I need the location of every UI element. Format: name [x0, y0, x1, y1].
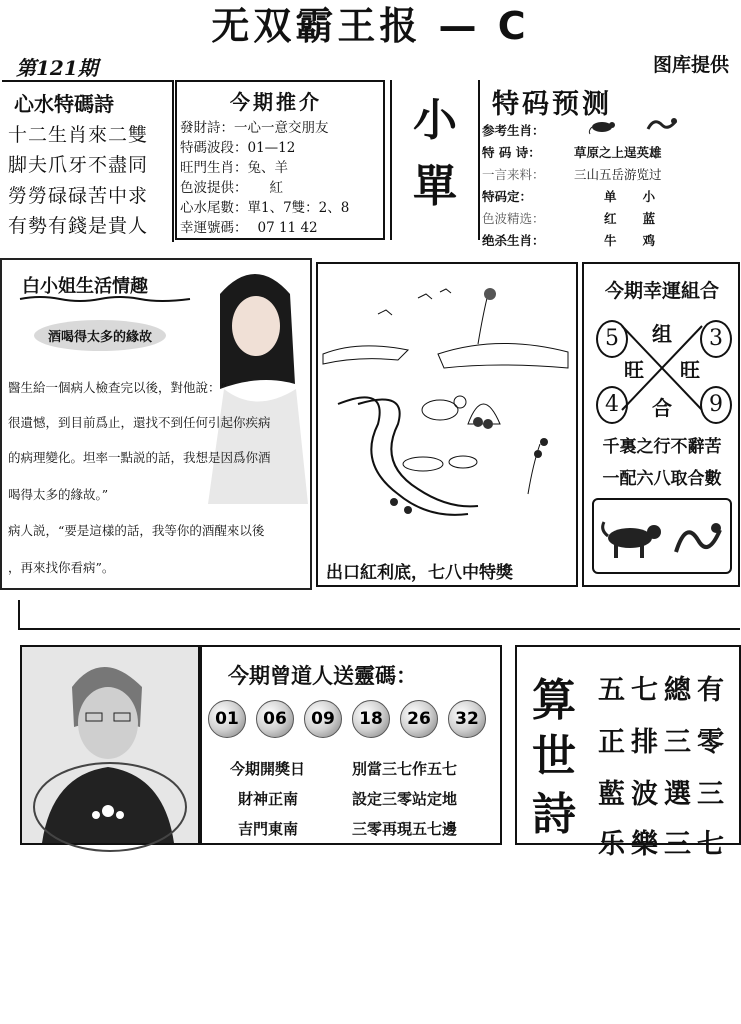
- daoren-left-line: 財神正南: [238, 790, 299, 808]
- poem-line: 脚夫爪牙不盡同: [8, 154, 149, 176]
- recommend-label: 色波提供：: [180, 180, 248, 196]
- daoren-right-line: 別當三七作五七: [352, 760, 458, 778]
- title-underline-icon: [20, 295, 190, 303]
- lucky-ball: 32: [448, 700, 486, 738]
- fortune-poem-line: 藍波選三: [598, 779, 730, 810]
- prediction-title: 特码预测: [492, 89, 612, 120]
- daoren-title: 今期曾道人送靈碼：: [228, 664, 417, 688]
- life-story-line: 的病理變化。坦率一點説的話，我想是因爲你酒: [8, 450, 271, 465]
- lucky-char: 合: [652, 396, 672, 420]
- prediction-row: [482, 165, 662, 183]
- prediction-value: 草原之上逞英雄: [574, 145, 662, 160]
- prediction-label: 特 码 诗：: [482, 145, 541, 160]
- fortune-poem-title-char: 世: [532, 731, 576, 782]
- small-single-label: 小 單: [413, 95, 457, 212]
- recommend-row: [180, 156, 288, 176]
- fortune-poem-line: 正排三零: [598, 727, 730, 758]
- scene-caption: 出口紅利底，七八中特獎: [326, 563, 513, 583]
- lucky-ball: 06: [256, 700, 294, 738]
- prediction-label: 色波精选：: [482, 211, 545, 226]
- fortune-poem-line: 乐樂三七: [598, 829, 730, 860]
- lucky-ball: 18: [352, 700, 390, 738]
- daoren-left-line: 今期開獎日: [230, 760, 306, 778]
- recommend-row: [180, 116, 329, 136]
- provider-label: 图库提供: [652, 54, 729, 76]
- dragon-icon: [646, 115, 678, 135]
- prediction-label: 特码定：: [482, 189, 533, 204]
- lucky-number: 5: [596, 320, 628, 358]
- life-story-line: 很遺憾，到目前爲止，還找不到任何引起你疾病: [8, 415, 271, 430]
- prediction-label: 一言来料：: [482, 167, 545, 182]
- prediction-value: 三山五岳游览过: [574, 167, 662, 182]
- prediction-label: 绝杀生肖：: [482, 233, 545, 248]
- poem-title: 心水特碼詩: [14, 92, 114, 116]
- poem-line: 有勢有錢是貴人: [8, 215, 149, 237]
- recommend-label: 旺門生肖：: [180, 160, 248, 176]
- recommend-label: 特碼波段：: [180, 140, 248, 156]
- life-story-line: 病人説，“要是這樣的話，我等你的酒醒來以後: [8, 523, 265, 538]
- lucky-line: 千裏之行不辭苦: [602, 437, 722, 457]
- animal-picture-frame: [592, 498, 732, 574]
- recommend-value: 07 11 42: [257, 220, 318, 236]
- recommend-value: 單1、7雙：2、8: [247, 200, 350, 216]
- life-story-title: 白小姐生活情趣: [22, 276, 148, 297]
- recommend-label: 心水尾數：: [180, 200, 248, 216]
- prediction-row: [482, 231, 655, 249]
- prediction-value: 牛 鸡: [604, 233, 656, 248]
- recommend-value: 兔、羊: [247, 160, 288, 176]
- prediction-row: [482, 121, 607, 139]
- life-story-line: 醫生給一個病人檢查完以後，對他說：“: [8, 380, 227, 395]
- recommend-value: 紅: [269, 180, 283, 196]
- poem-line: 勞勞碌碌苦中求: [8, 185, 149, 207]
- rat-icon: [588, 117, 618, 135]
- lucky-ball: 01: [208, 700, 246, 738]
- lucky-char: 旺: [624, 358, 644, 382]
- garden-scene-illustration: [318, 264, 576, 552]
- lucky-ball: 26: [400, 700, 438, 738]
- fortune-poem-title-char: 詩: [532, 789, 576, 840]
- life-story-subtitle: 酒喝得太多的緣故: [34, 320, 166, 351]
- recommend-row: [180, 176, 283, 196]
- lucky-line: 一配六八取合數: [602, 469, 722, 489]
- recommend-title: 今期推介: [230, 90, 322, 114]
- prediction-row: [482, 143, 662, 161]
- recommend-row: [180, 196, 349, 216]
- tiger-dragon-icon: [594, 500, 730, 572]
- issue-number: 第121期: [16, 56, 98, 80]
- man-portrait-icon: [22, 647, 198, 843]
- lucky-char: 旺: [680, 358, 700, 382]
- prediction-label: 参考生肖：: [482, 123, 545, 138]
- prediction-row: [482, 187, 655, 205]
- prediction-value: 单 小: [604, 189, 656, 204]
- recommend-row: [180, 136, 295, 156]
- divider-strip: [18, 600, 740, 630]
- lucky-number: 3: [700, 320, 732, 358]
- recommend-label: 幸運號碼：: [180, 220, 248, 236]
- prediction-value: 红 蓝: [604, 211, 656, 226]
- fortune-poem-line: 五七總有: [598, 675, 730, 706]
- masthead-title: 无双霸王报 — C: [211, 4, 530, 48]
- daoren-right-line: 三零再現五七邊: [352, 820, 458, 838]
- lucky-ball: 09: [304, 700, 342, 738]
- fortune-poem-title-char: 算: [532, 675, 576, 726]
- daoren-left-line: 吉門東南: [238, 820, 299, 838]
- recommend-label: 發財詩：: [180, 120, 234, 136]
- lucky-number: 4: [596, 386, 628, 424]
- lucky-number: 9: [700, 386, 732, 424]
- daoren-right-line: 設定三零站定地: [352, 790, 458, 808]
- life-story-line: 喝得太多的緣故。”: [8, 487, 109, 502]
- recommend-row: [180, 216, 318, 236]
- recommend-value: 一心一意交朋友: [234, 120, 329, 136]
- lucky-char: 组: [652, 322, 672, 346]
- photo-panel: [20, 645, 200, 845]
- life-story-line: ，再來找你看病”。: [8, 560, 115, 575]
- recommend-value: 01—12: [247, 140, 296, 156]
- lucky-combo-title: 今期幸運組合: [604, 280, 719, 302]
- poem-line: 十二生肖來二雙: [8, 124, 149, 146]
- prediction-row: [482, 209, 655, 227]
